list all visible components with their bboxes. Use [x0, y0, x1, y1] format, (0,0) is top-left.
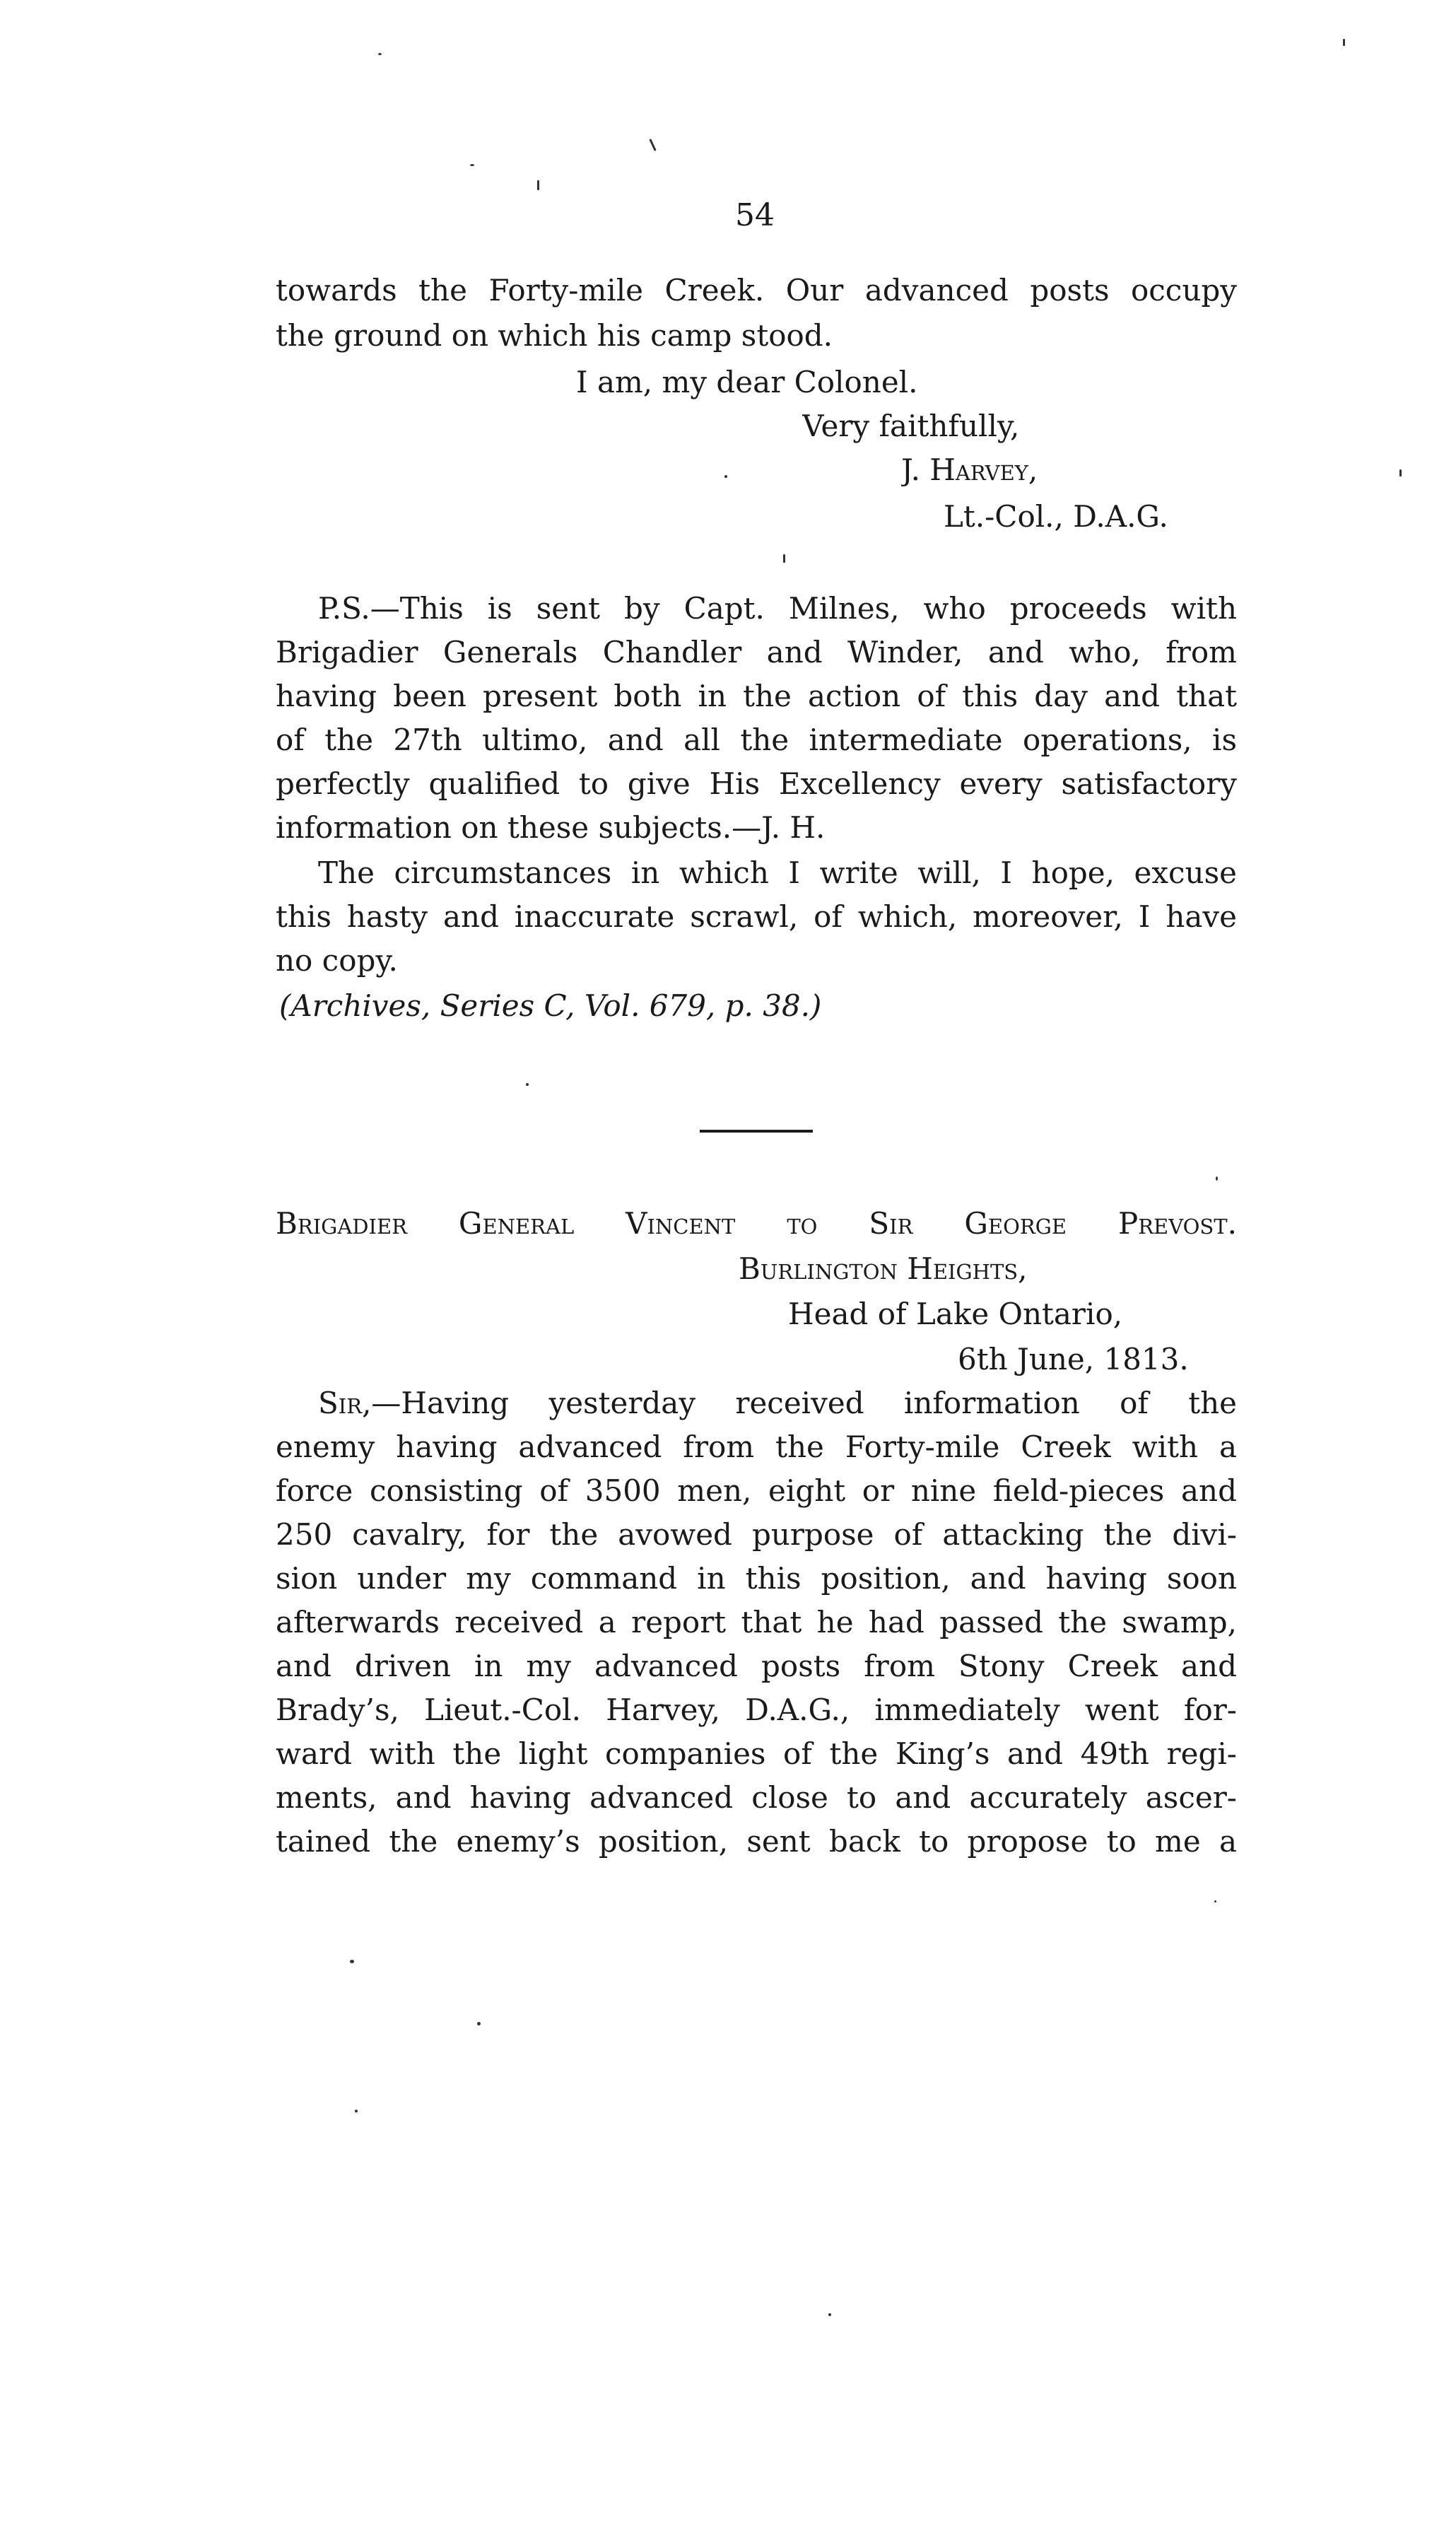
note-line: no copy. — [276, 943, 398, 978]
scan-speck — [783, 554, 785, 563]
scan-speck — [350, 1960, 354, 1963]
body-line: ments, and having advanced close to and accurately ascer- — [276, 1780, 1237, 1815]
valediction: Very faithfully, — [802, 409, 1020, 443]
scan-speck — [526, 1083, 529, 1086]
signature: J. Harvey, — [901, 452, 1038, 487]
closing: I am, my dear Colonel. — [576, 365, 918, 399]
body-line: enemy having advanced from the Forty-mile Creek with a — [276, 1430, 1237, 1464]
body-line: Brady’s, Lieut.-Col. Harvey, D.A.G., immediately went for- — [276, 1693, 1237, 1727]
scan-speck — [355, 2110, 358, 2112]
section-divider — [700, 1130, 813, 1133]
body-line: ward with the light companies of the King’s and 49th regi- — [276, 1736, 1237, 1771]
letter-location: Burlington Heights, — [739, 1251, 1028, 1286]
body-line: afterwards received a report that he had passed the swamp, — [276, 1605, 1237, 1639]
letter-date: 6th June, 1813. — [958, 1342, 1189, 1376]
note-line: this hasty and inaccurate scrawl, of which, moreover, I have — [276, 899, 1237, 934]
scan-speck — [828, 2313, 831, 2316]
postscript-line: perfectly qualified to give His Excellency every satisfactory — [276, 766, 1237, 801]
scan-speck — [1343, 39, 1345, 46]
postscript-line: of the 27th ultimo, and all the intermediate operations, is — [276, 723, 1237, 757]
scan-speck — [470, 164, 474, 166]
postscript-line: Brigadier Generals Chandler and Winder, and who, from — [276, 635, 1237, 670]
salutation: Sir, — [318, 1386, 372, 1420]
body-line: tained the enemy’s position, sent back to propose to me a — [276, 1824, 1237, 1859]
scan-speck — [537, 180, 539, 190]
scan-speck — [477, 2022, 481, 2025]
letter-place: Head of Lake Ontario, — [788, 1297, 1123, 1331]
postscript-line: information on these subjects.—J. H. — [276, 810, 826, 845]
body-line: and driven in my advanced posts from Stony Creek and — [276, 1649, 1237, 1683]
body-line: sion under my command in this position, and having soon — [276, 1561, 1237, 1596]
page-number: 54 — [735, 197, 775, 233]
scan-speck — [1214, 1900, 1216, 1902]
archive-citation: (Archives, Series C, Vol. 679, p. 38.) — [279, 988, 822, 1023]
body-line: 250 cavalry, for the avowed purpose of attacking the divi- — [276, 1517, 1237, 1552]
note-line: The circumstances in which I write will, I hope, excuse — [318, 855, 1237, 890]
scan-speck — [724, 475, 727, 478]
letter-heading: Brigadier General Vincent to Sir George Prevost. — [276, 1206, 1237, 1241]
scan-speck — [1216, 1176, 1218, 1181]
body-line: the ground on which his camp stood. — [276, 318, 833, 353]
scan-speck — [649, 139, 656, 151]
scan-speck — [378, 53, 382, 55]
body-line: force consisting of 3500 men, eight or nine field-pieces and — [276, 1473, 1237, 1508]
postscript-line: P.S.—This is sent by Capt. Milnes, who proceeds with — [318, 591, 1237, 626]
postscript-line: having been present both in the action of this day and that — [276, 679, 1237, 713]
body-line: towards the Forty-mile Creek. Our advanced posts occupy — [276, 273, 1237, 308]
signature-rank: Lt.-Col., D.A.G. — [944, 499, 1168, 534]
letter-opening-line — [318, 1381, 1237, 1425]
body-line: —Having yesterday received information of the — [371, 1386, 1237, 1420]
scan-speck — [1399, 469, 1402, 477]
